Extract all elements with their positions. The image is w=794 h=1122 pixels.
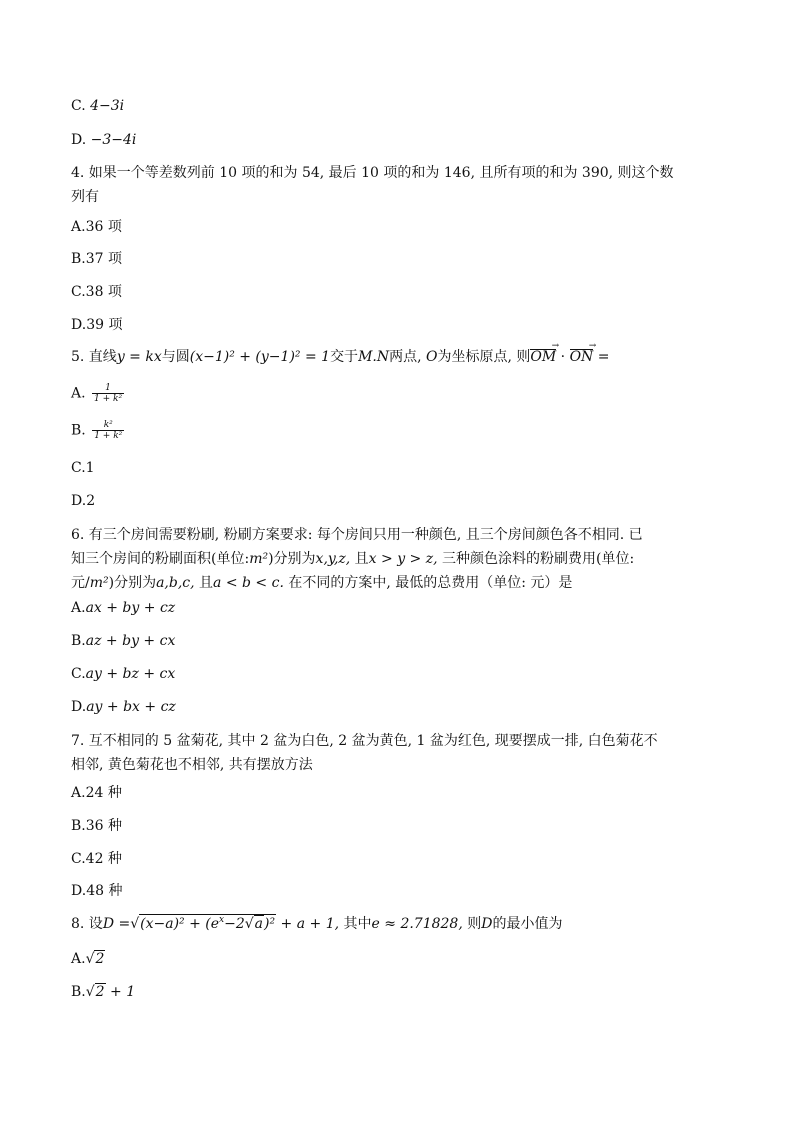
question-5: 5. 直线y = kx与圆(x−1)² + (y−1)² = 1交于M.N两点, O为坐标原点, 则OM → · ON → = [71,348,610,366]
option-7d: D.48 种 [71,883,123,899]
option-4a: A.36 项 [71,219,122,235]
radical: 2 [95,951,105,967]
question-text: 相邻, 黄色菊花也不相邻, 共有摆放方法 [71,757,313,773]
option-6a: A.ax + by + cz [71,600,176,616]
option-5b: B. $\frac{\text{k²}}{\text{1 + k²}}$ [71,420,123,441]
math-expression: (x−1)² + (y−1)² = 1 [189,349,331,365]
question-6 [71,523,731,595]
vector-on: ON → [570,349,594,365]
option-label: C. [71,98,86,114]
question-4 [71,161,731,209]
option-5c: C.1 [71,460,95,476]
question-text: 6. 有三个房间需要粉刷, 粉刷方案要求: 每个房间只用一种颜色, 且三个房间颜色各不相同. 已 [71,527,643,543]
option-8b: B.√2 + 1 [71,984,136,1000]
math-expression: y = kx [116,349,162,365]
option-5a: A. $\frac{1}{\text{1 + k²}}$ [71,383,123,404]
option-3d [71,131,136,149]
option-4c: C.38 项 [71,284,122,300]
radical: $(x-a)^2 + (e^x-2√a)^2$ [140,915,276,932]
option-5d: D.2 [71,493,96,509]
option-4d: D.39 项 [71,317,123,333]
option-6b: B.az + by + cx [71,633,176,649]
question-8: 8. 设$D =√(x-a)^2 + (e^x-2√a)^2 + a + 1$, 其中e ≈ 2.71828, 则D的最小值为 [71,915,563,932]
radical: 2 [95,984,105,1000]
option-4b: B.37 项 [71,251,123,267]
option-expression: 4−3i [90,98,125,114]
option-label: D. [71,132,87,148]
option-6d: D.ay + bx + cz [71,699,176,715]
option-expression: −3−4i [90,132,137,148]
option-7a: A.24 种 [71,785,122,801]
question-text: 元/m²)分别为a,b,c, 且a < b < c. 在不同的方案中, 最低的总费用（单位: 元）是 [71,575,573,591]
question-text: 4. 如果一个等差数列前 10 项的和为 54, 最后 10 项的和为 146, 且所有项的和为 390, 则这个数 [71,165,674,181]
question-text: 列有 [71,189,99,205]
vector-om: OM → [530,349,556,365]
question-text: 7. 互不相同的 5 盆菊花, 其中 2 盆为白色, 2 盆为黄色, 1 盆为红色, 现要摆成一排, 白色菊花不 [71,733,658,749]
question-7 [71,729,731,777]
fraction: $\frac{\text{k²}}{\text{1 + k²}}$ [94,420,123,441]
option-7c: C.42 种 [71,851,122,867]
option-3c [71,97,124,115]
option-7b: B.36 种 [71,818,123,834]
fraction: $\frac{1}{\text{1 + k²}}$ [94,383,123,404]
question-text: 知三个房间的粉刷面积(单位:m²)分别为x,y,z, 且x > y > z, 三种颜色涂料的粉刷费用(单位: [71,551,635,567]
option-6c: C.ay + bz + cx [71,666,176,682]
option-8a: A.√2 [71,951,105,967]
